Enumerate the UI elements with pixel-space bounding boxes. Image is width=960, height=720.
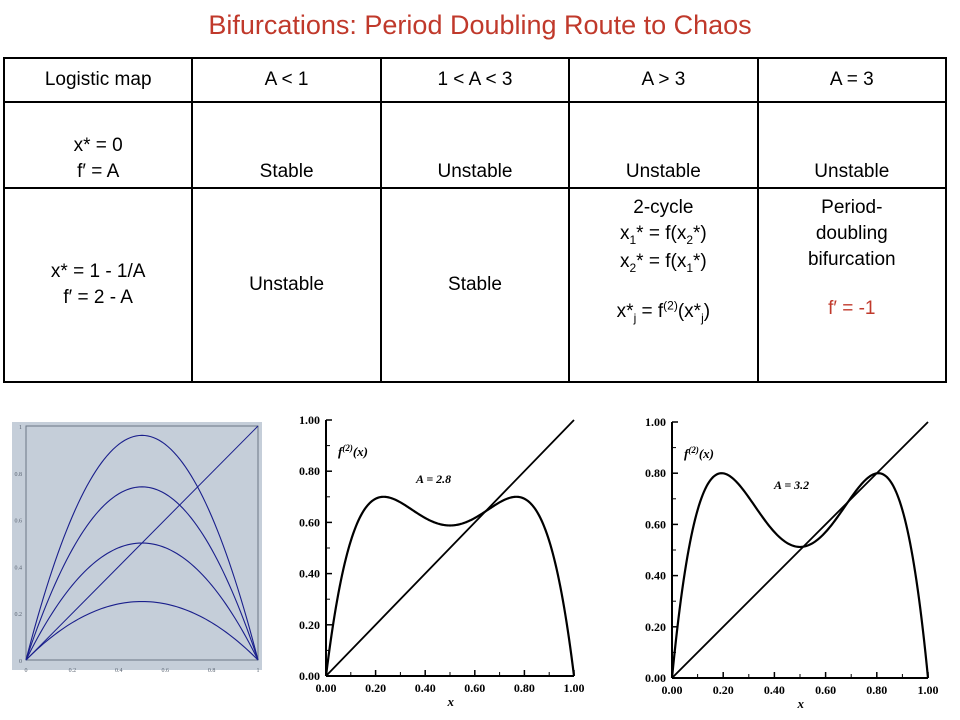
table-cell: Unstable [192, 188, 380, 382]
logistic-map-table [3, 57, 947, 383]
y-tick-label: 0.20 [299, 617, 320, 632]
y-axis-label: $f^{(2)}(x)$ [338, 443, 369, 459]
x-tick-label: 0.60 [815, 683, 837, 697]
x-axis-label: x [797, 696, 804, 711]
table-row [4, 188, 946, 382]
y-tick-label: 0 [19, 659, 22, 665]
y-tick-label: 0.40 [645, 568, 666, 583]
table-cell: Stable [192, 102, 380, 188]
row-label-cell [4, 102, 192, 188]
row-label-line: x* = 0 [73, 134, 123, 156]
table-header-row [4, 58, 946, 102]
second-iterate-curve [672, 473, 928, 678]
second-iterate-curve [326, 497, 574, 676]
y-tick-label: 0.6 [14, 518, 22, 525]
x-tick-label: 0.00 [315, 681, 337, 695]
x-tick-label: 0.40 [414, 681, 436, 695]
y-tick-label: 0.00 [299, 669, 320, 683]
y-tick-label: 0.80 [645, 466, 666, 481]
x-tick-label: 0.2 [68, 668, 77, 674]
cycle-eq-xj: $x*_j = f^{(2)}(x*_j)$ [616, 298, 711, 326]
y-tick-label: 0.40 [299, 566, 320, 581]
table-row [4, 102, 946, 188]
x-tick-label: 1.00 [917, 683, 939, 697]
y-tick-label: 0.60 [645, 517, 666, 532]
bifurcation-condition: f′ = -1 [828, 297, 876, 319]
x-tick-label: 0 [24, 668, 28, 674]
second-iterate-chart-a28 [282, 400, 600, 712]
x-tick-label: 0.80 [513, 681, 535, 695]
cycle-heading: 2-cycle [633, 197, 694, 218]
x-tick-label: 0.20 [365, 681, 387, 695]
y-tick-label: 1.00 [645, 415, 666, 429]
y-axis-label: $f^{(2)}(x)$ [684, 445, 715, 461]
page-title: Bifurcations: Period Doubling Route to Chaos [208, 10, 752, 40]
cycle-eq-x1: $x_1* = f(x_2*)$ [619, 223, 707, 248]
x-tick-label: 0.80 [866, 683, 888, 697]
header-cell: A = 3 [758, 58, 946, 102]
y-tick-label: 0.4 [14, 565, 22, 572]
header-cell: A < 1 [192, 58, 380, 102]
header-cell: A > 3 [569, 58, 757, 102]
x-tick-label: 0.60 [464, 681, 486, 695]
x-tick-label: 0.40 [763, 683, 785, 697]
table-cell: Unstable [381, 102, 569, 188]
x-tick-label: 0.8 [207, 668, 216, 674]
table-cell: Stable [381, 188, 569, 382]
a-annotation: A = 2.8 [416, 472, 452, 486]
y-tick-label: 0.20 [645, 619, 666, 634]
cycle-eq-x2: $x_2* = f(x_1*)$ [619, 250, 707, 275]
y-tick-label: 0.80 [299, 464, 320, 479]
second-iterate-chart-a32 [628, 402, 960, 712]
logistic-parabolas-chart [0, 418, 266, 690]
table-cell: Unstable [569, 102, 757, 188]
x-axis-label: x [447, 694, 455, 709]
y-tick-label: 0.8 [14, 471, 22, 478]
row-label-cell [4, 188, 192, 382]
y-tick-label: 1.00 [299, 413, 320, 427]
x-tick-label: 0.4 [115, 668, 123, 674]
y-tick-label: 0.2 [14, 612, 22, 619]
table-cell: Unstable [758, 102, 946, 188]
x-tick-label: 0.20 [712, 683, 734, 697]
y-tick-label: 0.60 [299, 515, 320, 530]
row-label-line: f′ = A [77, 160, 120, 182]
header-cell: Logistic map [4, 58, 192, 102]
two-cycle-cell [569, 188, 757, 382]
x-tick-label: 1.00 [563, 681, 585, 695]
y-tick-label: 0.00 [645, 671, 666, 685]
header-cell: 1 < A < 3 [381, 58, 569, 102]
row-label-line: f′ = 2 - A [63, 287, 133, 308]
row-label-line: x* = 1 - 1/A [50, 260, 146, 282]
a-annotation: A = 3.2 [774, 478, 810, 492]
period-doubling-cell: Period- doubling bifurcation f′ = -1 [758, 188, 946, 382]
x-tick-label: 1 [256, 668, 260, 674]
y-tick-label: 1 [19, 425, 22, 431]
x-tick-label: 0.00 [661, 683, 683, 697]
x-tick-label: 0.6 [161, 668, 169, 674]
